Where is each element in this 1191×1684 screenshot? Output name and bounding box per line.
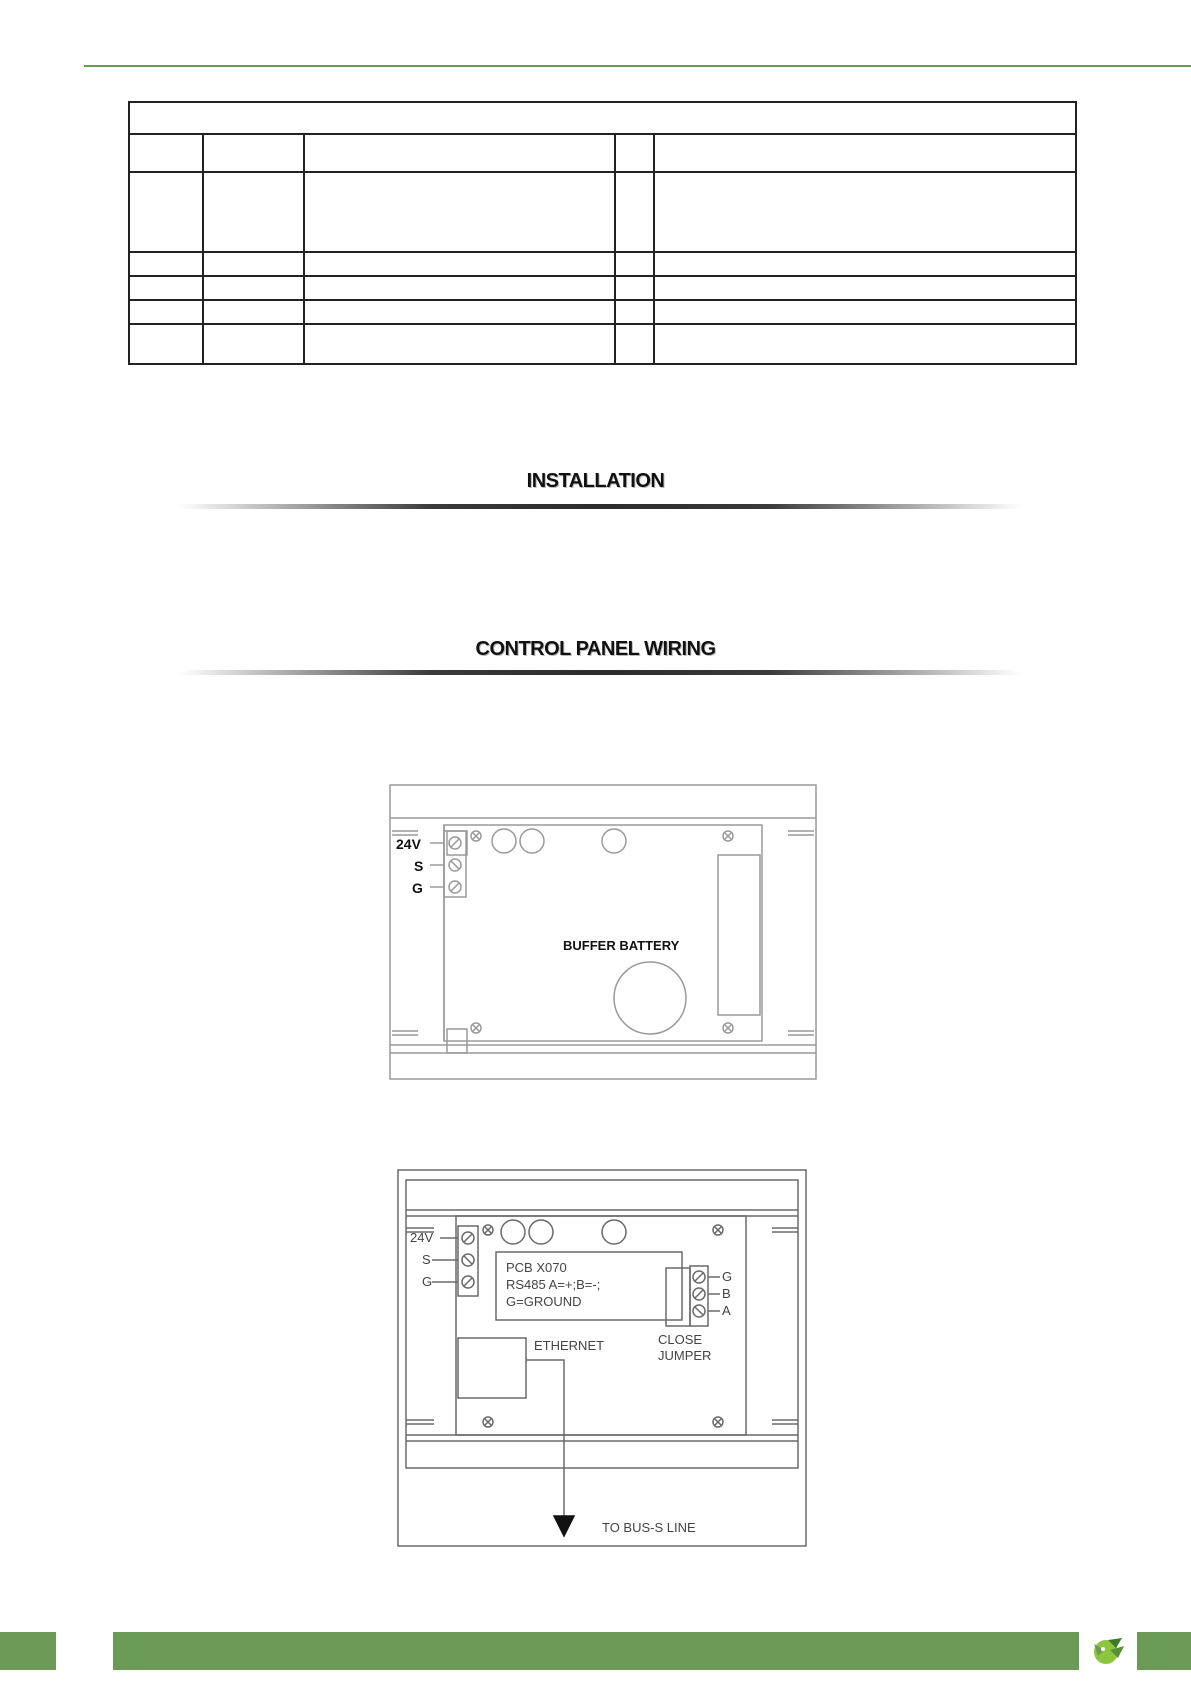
footer-bar — [113, 1632, 1079, 1670]
table-cell — [304, 300, 615, 324]
brand-logo-icon — [1090, 1634, 1126, 1668]
enclosure-outline — [390, 785, 816, 1079]
table-cell — [615, 324, 654, 364]
footer-bar-left — [0, 1632, 56, 1670]
table-cell — [203, 300, 304, 324]
battery-label: BUFFER BATTERY — [563, 938, 680, 953]
table-row — [129, 252, 1076, 276]
table-cell — [129, 300, 203, 324]
table-cell — [615, 252, 654, 276]
revision-table — [128, 101, 1077, 365]
terminal-label: G — [412, 880, 423, 896]
connector-slot — [718, 855, 760, 1015]
wiring-heading: CONTROL PANEL WIRING — [475, 638, 716, 660]
buffer-battery — [614, 962, 686, 1034]
terminal-label: 24V — [396, 836, 421, 852]
table-cell — [615, 276, 654, 300]
control-panel-diagram — [388, 783, 820, 1083]
table-cell — [654, 172, 1076, 252]
table-cell — [304, 134, 615, 172]
ethernet-port — [458, 1338, 526, 1398]
table-cell — [654, 276, 1076, 300]
table-cell — [129, 324, 203, 364]
table-cell — [129, 102, 1076, 134]
table-row — [129, 102, 1076, 134]
table-cell — [654, 134, 1076, 172]
pcb-label: G=GROUND — [506, 1294, 582, 1309]
close-jumper — [666, 1268, 690, 1326]
table-cell — [304, 276, 615, 300]
installation-heading: INSTALLATION — [526, 470, 665, 492]
table-cell — [615, 300, 654, 324]
table-cell — [304, 172, 615, 252]
table-row — [129, 300, 1076, 324]
bus-terminal-label: A — [722, 1303, 731, 1318]
ethernet-label: ETHERNET — [534, 1338, 605, 1353]
bus-line-arrow — [554, 1516, 574, 1536]
pcb-label: PCB X070 — [506, 1260, 567, 1275]
table-cell — [304, 324, 615, 364]
table-cell — [654, 324, 1076, 364]
table-cell — [203, 276, 304, 300]
bus-terminal-label: G — [722, 1269, 733, 1284]
table-cell — [654, 252, 1076, 276]
jumper-label: CLOSE — [658, 1332, 703, 1347]
table-row — [129, 324, 1076, 364]
jumper-label: JUMPER — [658, 1348, 712, 1363]
bus-line-label: TO BUS-S LINE — [602, 1520, 696, 1535]
terminal-label: S — [414, 858, 424, 874]
wiring-rule — [180, 670, 1020, 675]
installation-rule — [180, 504, 1020, 509]
pcb-board — [444, 825, 762, 1041]
table-cell — [203, 172, 304, 252]
table-cell — [203, 252, 304, 276]
header-rule — [84, 65, 1191, 67]
table-cell — [654, 300, 1076, 324]
bus-wiring-diagram — [396, 1168, 810, 1548]
terminal-label: G — [422, 1274, 433, 1289]
bus-terminal-label: B — [722, 1286, 731, 1301]
table-cell — [615, 172, 654, 252]
footer-bar-right — [1137, 1632, 1191, 1670]
table-cell — [203, 134, 304, 172]
table-cell — [129, 252, 203, 276]
table-cell — [615, 134, 654, 172]
table-cell — [129, 172, 203, 252]
table-row — [129, 172, 1076, 252]
table-cell — [129, 134, 203, 172]
pcb-label: RS485 A=+;B=-; — [506, 1277, 601, 1292]
terminal-label: 24V — [410, 1230, 434, 1245]
table-row — [129, 276, 1076, 300]
table-row — [129, 134, 1076, 172]
table-cell — [203, 324, 304, 364]
table-cell — [304, 252, 615, 276]
table-cell — [129, 276, 203, 300]
terminal-label: S — [422, 1252, 431, 1267]
